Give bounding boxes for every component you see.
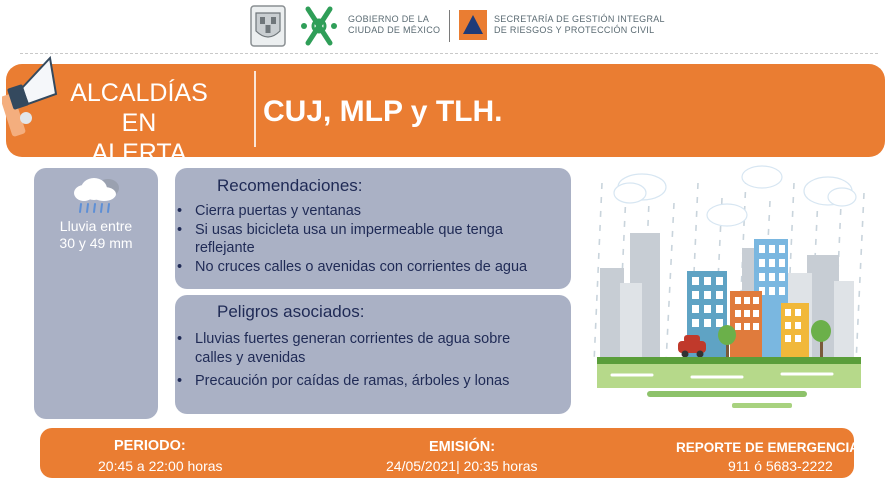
- reporte-value: 911 ó 5683-2222: [728, 458, 833, 474]
- gov-name-line1: GOBIERNO DE LA: [348, 14, 430, 24]
- list-item: • Si usas bicicleta usa un impermeable que tenga reflejante: [177, 221, 562, 258]
- list-item: • Precaución por caídas de ramas, árboles y lonas: [177, 372, 547, 391]
- list-item: • No cruces calles o avenidas con corrientes de agua: [177, 258, 562, 277]
- coat-of-arms-icon: [250, 5, 286, 47]
- banner-alcaldias: CUJ, MLP y TLH.: [263, 95, 503, 128]
- reporte-label: REPORTE DE EMERGENCIAS:: [676, 440, 873, 455]
- emision-label: EMISIÓN:: [429, 439, 496, 455]
- banner-title-line2: ALERTA: [91, 139, 187, 167]
- civil-protection-icon: [459, 10, 487, 40]
- emision-value: 24/05/2021| 20:35 horas: [386, 458, 538, 474]
- banner-divider: [254, 71, 256, 147]
- periodo-value: 20:45 a 22:00 horas: [98, 458, 223, 474]
- city-rain-illustration: [592, 163, 868, 418]
- peligros-list: [177, 330, 547, 391]
- rain-cloud-icon: [72, 174, 124, 214]
- recomendaciones-list: [177, 202, 562, 276]
- secretaria-line2: DE RIESGOS Y PROTECCIÓN CIVIL: [494, 25, 655, 35]
- banner-title-line1: ALCALDÍAS EN: [70, 79, 208, 137]
- rain-range-line1: Lluvia entre: [59, 218, 133, 234]
- secretaria-line1: SECRETARÍA DE GESTIÓN INTEGRAL: [494, 14, 665, 24]
- periodo-label: PERIODO:: [114, 438, 186, 454]
- header-divider: [449, 10, 450, 42]
- megaphone-icon: [2, 50, 58, 140]
- header: [0, 0, 890, 56]
- gov-name-line2: CIUDAD DE MÉXICO: [348, 25, 441, 35]
- rain-range-line2: 30 y 49 mm: [59, 235, 133, 251]
- cdmx-logo-icon: [298, 3, 340, 49]
- list-item: • Lluvias fuertes generan corrientes de agua sobre calles y avenidas: [177, 330, 547, 367]
- recomendaciones-title: Recomendaciones:: [217, 176, 363, 195]
- list-item: • Cierra puertas y ventanas: [177, 202, 562, 221]
- peligros-title: Peligros asociados:: [217, 302, 365, 321]
- header-dotted-divider: [20, 53, 878, 54]
